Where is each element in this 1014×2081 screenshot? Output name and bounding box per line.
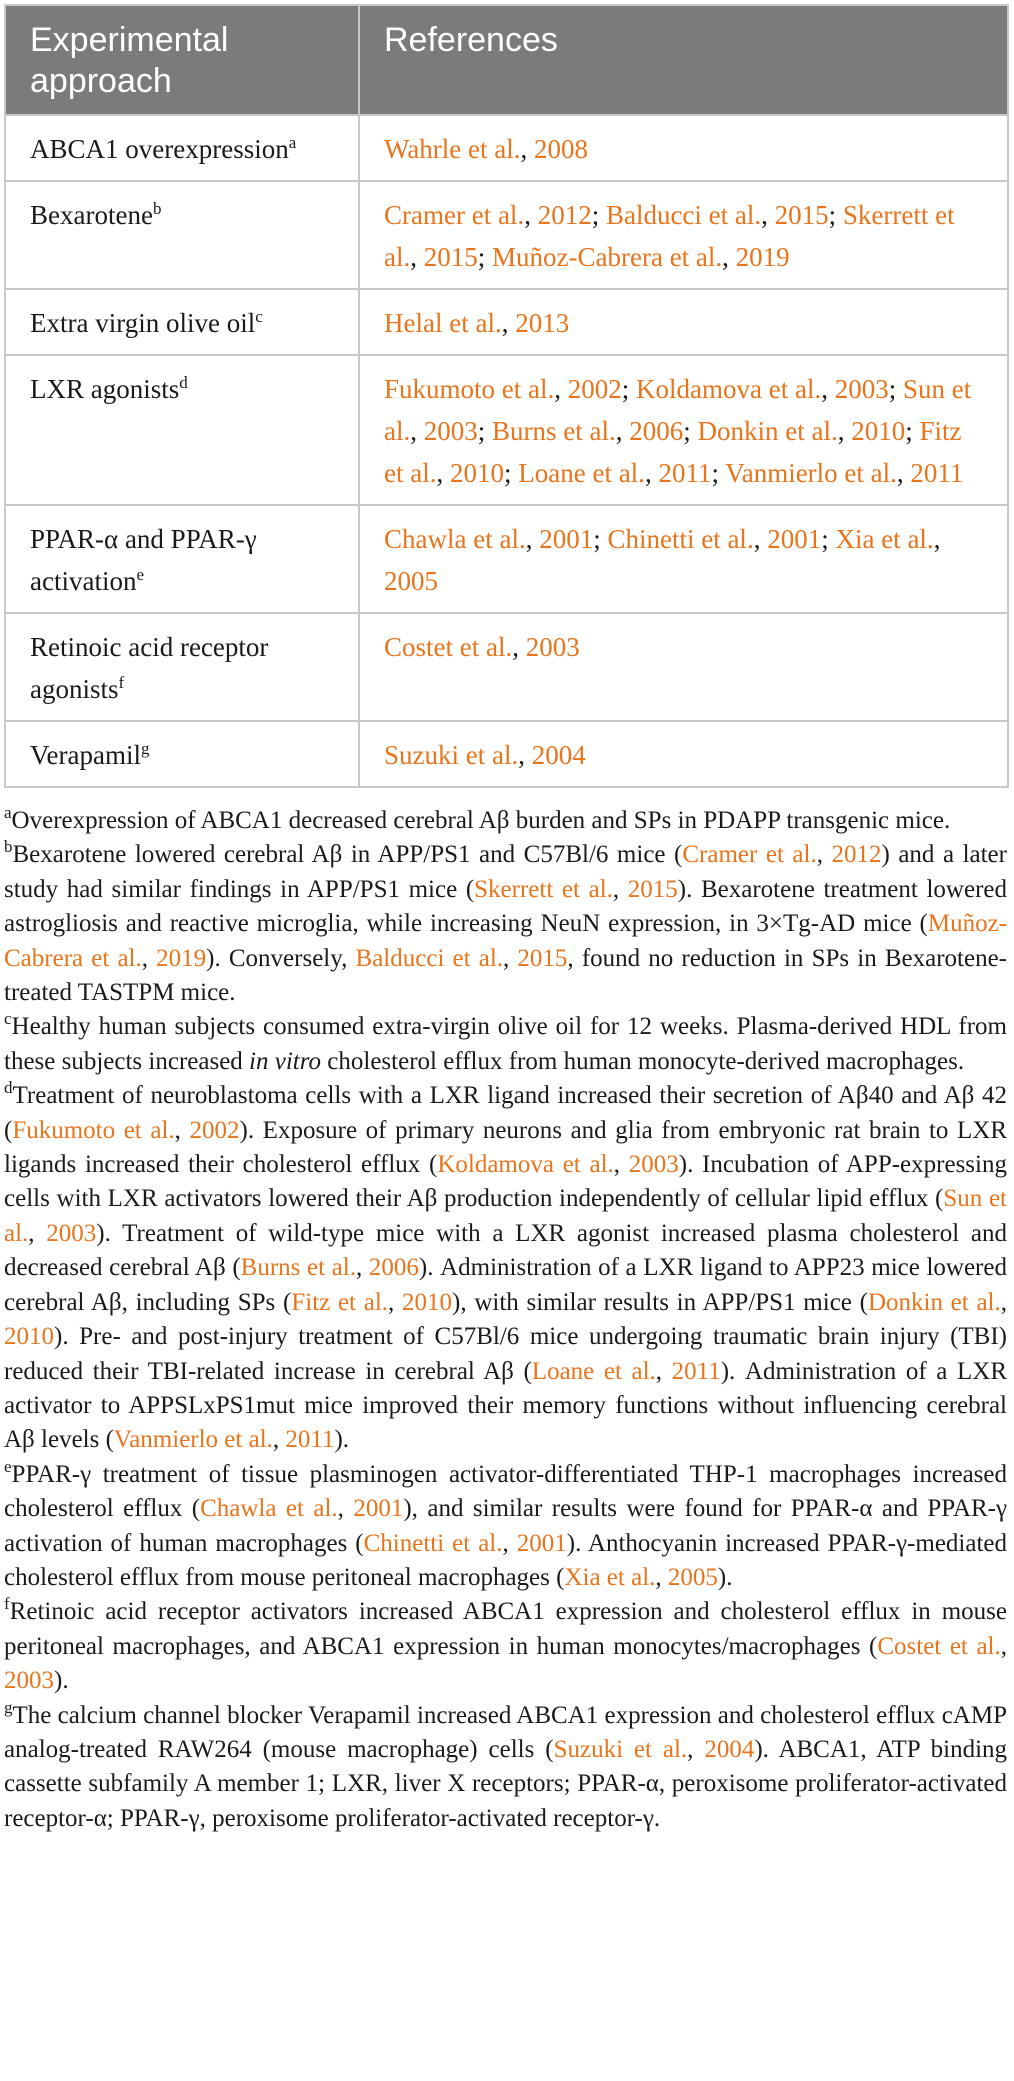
reference-year-link[interactable]: 2015	[423, 242, 478, 272]
footnote-text: ). ABCA1, ATP binding cassette subfamily A member 1; LXR, liver X receptors; PPAR-α, peroxisome proliferator-activated receptor-α; PPAR-γ, peroxisome proliferator-activated receptor-γ.	[4, 1735, 1008, 1832]
citation-link[interactable]: Chawla et al.	[200, 1495, 338, 1523]
citation-link[interactable]: 2015	[517, 944, 568, 972]
reference-author-link[interactable]: Donkin et al.	[697, 416, 838, 446]
citation-link[interactable]: 2005	[667, 1563, 718, 1591]
footnote-text: ,	[1000, 1632, 1007, 1660]
footnote-text: The calcium channel blocker Verapamil increased ABCA1 expression and cholesterol efflux cAMP analog-treated RAW264 (mouse macrophage) cells (	[4, 1701, 1007, 1763]
reference-author-link[interactable]: Cramer et al.	[384, 200, 525, 230]
reference-author-link[interactable]: Skerrett et al.	[384, 200, 955, 272]
citation-link[interactable]: Cramer et al.	[682, 841, 817, 869]
reference-author-link[interactable]: Helal et al.	[384, 308, 502, 338]
reference-year-link[interactable]: 2001	[539, 524, 594, 554]
footnote-marker: g	[4, 1697, 13, 1717]
citation-link[interactable]: 2015	[627, 875, 678, 903]
footnote-marker: b	[4, 837, 13, 857]
citation-link[interactable]: 2011	[671, 1357, 721, 1385]
approach-label: Retinoic acid receptor agonists	[30, 632, 269, 704]
citation-link[interactable]: Costet et al.	[877, 1632, 1001, 1660]
citation-link[interactable]: Muñoz-Cabrera et al.	[4, 910, 1007, 972]
approach-cell	[5, 181, 359, 289]
footnote-text: ,	[355, 1254, 369, 1282]
citation-link[interactable]: Koldamova et al.	[437, 1151, 614, 1179]
footnote-text: Treatment of neuroblastoma cells with a LXR ligand increased their secretion of Aβ40 and Aβ 42 (	[4, 1082, 1007, 1144]
citation-link[interactable]: 2019	[156, 944, 207, 972]
footnote-marker: e	[136, 565, 145, 584]
footnote-text: ). Incubation of APP-expressing cells with LXR activators lowered their Aβ production independently of cellular lipid efflux (	[4, 1151, 1007, 1213]
table-row	[5, 289, 1008, 355]
footnote-text: , found no reduction in SPs in Bexarotene-treated TASTPM mice.	[4, 944, 1008, 1007]
footnote-text: ,	[816, 841, 832, 869]
reference-author-link[interactable]: Loane et al.	[518, 458, 645, 488]
footnote-marker: a	[4, 803, 12, 822]
citation-link[interactable]: Suzuki et al.	[553, 1735, 688, 1763]
approach-label: ABCA1 overexpression	[30, 134, 289, 164]
approach-cell	[5, 721, 359, 787]
references-cell: Chawla et al., 2001; Chinetti et al., 2001; Xia et al., 2005	[359, 505, 1008, 613]
references-cell: Helal et al., 2013	[359, 289, 1008, 355]
table-row	[5, 721, 1008, 787]
footnote-text: Healthy human subjects consumed extra-virgin olive oil for 12 weeks. Plasma-derived HDL from these subjects increased	[4, 1013, 1007, 1075]
citation-link[interactable]: Burns et al.	[240, 1254, 356, 1282]
citation-link[interactable]: Vanmierlo et al.	[113, 1426, 273, 1454]
header-experimental-approach: Experimental approach	[5, 5, 359, 115]
citation-link[interactable]: Fitz et al.	[291, 1288, 389, 1316]
footnote-b	[4, 838, 1007, 1010]
footnote-text: ). Conversely,	[206, 944, 356, 972]
footnote-text: ,	[655, 1357, 672, 1385]
footnote-text: ) and a later study had similar findings in APP/PS1 mice (	[4, 841, 1007, 903]
table-row	[5, 115, 1008, 181]
footnote-marker: b	[152, 199, 162, 218]
footnote-marker: d	[179, 373, 188, 392]
footnote-marker: d	[4, 1078, 13, 1098]
footnote-text: ,	[502, 1529, 517, 1557]
footnote-text: ,	[28, 1219, 47, 1247]
reference-year-link[interactable]: 2010	[449, 458, 504, 488]
references-cell: Cramer et al., 2012; Balducci et al., 2015; Skerrett et al., 2015; Muñoz-Cabrera et al., 2019	[359, 181, 1008, 289]
table-footnotes	[4, 804, 1007, 1836]
table-row	[5, 613, 1008, 721]
footnote-f	[4, 1595, 1007, 1698]
approach-cell	[5, 289, 359, 355]
table-row	[5, 355, 1008, 505]
footnote-marker: f	[118, 673, 125, 692]
citation-link[interactable]: Donkin et al.	[867, 1288, 1001, 1316]
reference-year-link[interactable]: 2010	[851, 416, 906, 446]
table-header	[5, 5, 1008, 115]
reference-year-link[interactable]: 2019	[735, 242, 790, 272]
footnote-text: ). Pre- and post-injury treatment of C57Bl/6 mice undergoing traumatic brain injury (TBI) reduced their TBI-related increase in cerebral Aβ (	[4, 1323, 1007, 1385]
reference-author-link[interactable]: Fukumoto et al.	[384, 374, 555, 404]
reference-author-link[interactable]: Vanmierlo et al.	[725, 458, 897, 488]
reference-year-link[interactable]: 2002	[567, 374, 622, 404]
reference-author-link[interactable]: Burns et al.	[492, 416, 616, 446]
reference-year-link[interactable]: 2005	[384, 566, 438, 596]
footnote-marker: f	[4, 1594, 10, 1614]
reference-year-link[interactable]: 2011	[658, 458, 712, 488]
citation-link[interactable]: 2003	[4, 1667, 54, 1695]
footnote-e	[4, 1458, 1007, 1596]
footnote-text: ). Anthocyanin increased PPAR-γ-mediated cholesterol efflux from mouse peritoneal macrophages (	[4, 1529, 1008, 1591]
footnote-d	[4, 1079, 1007, 1457]
citation-link[interactable]: Skerrett et al.	[474, 875, 613, 903]
footnote-text: ,	[388, 1288, 403, 1316]
footnote-text: ), with similar results in APP/PS1 mice (	[452, 1288, 868, 1316]
citation-link[interactable]: Fukumoto et al.	[12, 1116, 175, 1144]
citation-link[interactable]: Loane et al.	[531, 1357, 656, 1385]
footnote-text: ,	[655, 1563, 668, 1591]
references-table	[4, 4, 1009, 788]
footnote-text: ,	[503, 944, 518, 972]
footnote-marker: e	[4, 1456, 12, 1476]
table-row	[5, 505, 1008, 613]
citation-link[interactable]: 2011	[285, 1426, 335, 1454]
footnote-text: ). Exposure of primary neurons and glia from embryonic rat brain to LXR ligands increased their cholesterol efflux (	[4, 1116, 1007, 1179]
citation-link[interactable]: Sun et al.	[4, 1185, 1007, 1247]
references-cell: Costet et al., 2003	[359, 613, 1008, 721]
reference-author-link[interactable]: Chinetti et al.	[607, 524, 754, 554]
reference-author-link[interactable]: Wahrle et al.	[384, 134, 521, 164]
reference-author-link[interactable]: Fitz et al.	[384, 416, 962, 488]
approach-label: Bexarotene	[30, 200, 153, 230]
footnote-text: ).	[54, 1667, 69, 1695]
reference-author-link[interactable]: Suzuki et al.	[384, 740, 519, 770]
citation-link[interactable]: 2006	[368, 1254, 419, 1282]
reference-year-link[interactable]: 2012	[537, 200, 592, 230]
references-cell: Fukumoto et al., 2002; Koldamova et al., 2003; Sun et al., 2003; Burns et al., 2006; Donkin et al., 2010; Fitz et al., 2010; Loane et al., 2011; Vanmierlo et al., 2011	[359, 355, 1008, 505]
reference-year-link[interactable]: 2015	[774, 200, 829, 230]
footnote-g	[4, 1699, 1007, 1837]
reference-year-link[interactable]: 2006	[629, 416, 684, 446]
citation-link[interactable]: 2010	[402, 1288, 453, 1316]
approach-cell	[5, 355, 359, 505]
approach-label: Extra virgin olive oil	[30, 308, 256, 338]
citation-link[interactable]: Chinetti et al.	[363, 1529, 503, 1557]
reference-year-link[interactable]: 2008	[534, 134, 589, 164]
footnote-text: ,	[141, 944, 157, 972]
reference-author-link[interactable]: Balducci et al.	[605, 200, 762, 230]
references-cell: Wahrle et al., 2008	[359, 115, 1008, 181]
reference-author-link[interactable]: Chawla et al.	[384, 524, 526, 554]
reference-year-link[interactable]: 2011	[910, 458, 964, 488]
footnote-a	[4, 804, 1007, 838]
footnote-marker: c	[255, 307, 263, 326]
citation-link[interactable]: 2003	[46, 1219, 97, 1247]
citation-link[interactable]: 2001	[353, 1495, 404, 1523]
footnote-marker: c	[4, 1009, 12, 1029]
reference-year-link[interactable]: 2003	[423, 416, 478, 446]
reference-author-link[interactable]: Koldamova et al.	[636, 374, 822, 404]
approach-label: PPAR-α and PPAR-γ activation	[30, 524, 257, 596]
citation-link[interactable]: 2010	[4, 1323, 54, 1351]
approach-cell	[5, 505, 359, 613]
footnote-text: ,	[174, 1116, 190, 1144]
footnote-text: ).	[717, 1563, 733, 1591]
footnote-text: cholesterol efflux from human monocyte-derived macrophages.	[321, 1047, 965, 1075]
footnote-c	[4, 1010, 1007, 1079]
footnote-text: ,	[272, 1426, 286, 1454]
citation-link[interactable]: 2002	[189, 1116, 240, 1144]
approach-cell	[5, 115, 359, 181]
footnote-text: ). Bexarotene treatment lowered astrogliosis and reactive microglia, while increasing NeuN expression, in 3×Tg-AD mice (	[4, 875, 1007, 938]
table-row	[5, 181, 1008, 289]
reference-year-link[interactable]: 2003	[834, 374, 889, 404]
footnote-text: ,	[1000, 1288, 1007, 1316]
header-references: References	[359, 5, 1008, 115]
reference-year-link[interactable]: 2003	[525, 632, 580, 662]
citation-link[interactable]: Balducci et al.	[355, 944, 504, 972]
reference-year-link[interactable]: 2004	[531, 740, 586, 770]
footnote-text: Retinoic acid receptor activators increased ABCA1 expression and cholesterol efflux in mouse peritoneal macrophages, and ABCA1 expression in human monocytes/macrophages (	[4, 1598, 1007, 1660]
reference-author-link[interactable]: Xia et al.	[835, 524, 934, 554]
reference-author-link[interactable]: Sun et al.	[384, 374, 972, 446]
footnote-text: ).	[334, 1426, 350, 1454]
footnote-text: ). Treatment of wild-type mice with a LXR agonist increased plasma cholesterol and decreased cerebral Aβ (	[4, 1219, 1008, 1282]
citation-link[interactable]: Xia et al.	[564, 1563, 656, 1591]
reference-year-link[interactable]: 2013	[515, 308, 570, 338]
footnote-marker: g	[140, 739, 150, 758]
citation-link[interactable]: 2001	[516, 1529, 567, 1557]
citation-link[interactable]: 2003	[628, 1151, 679, 1179]
citation-link[interactable]: 2004	[704, 1735, 755, 1763]
footnote-text: ). Administration of a LXR activator to APPSLxPS1mut mice improved their memory functions without influencing cerebral Aβ levels (	[4, 1357, 1007, 1454]
footnote-text: ,	[687, 1735, 705, 1763]
approach-label: Verapamil	[30, 740, 141, 770]
reference-author-link[interactable]: Muñoz-Cabrera et al.	[492, 242, 723, 272]
header-row	[5, 5, 1008, 115]
reference-author-link[interactable]: Costet et al.	[384, 632, 513, 662]
footnote-text: Bexarotene lowered cerebral Aβ in APP/PS1 and C57Bl/6 mice (	[12, 841, 683, 869]
footnote-text: ,	[337, 1495, 354, 1523]
footnote-text: ), and similar results were found for PPAR-α and PPAR-γ activation of human macrophages (	[4, 1495, 1008, 1557]
footnote-text: PPAR-γ treatment of tissue plasminogen activator-differentiated THP-1 macrophages increased cholesterol efflux (	[4, 1460, 1007, 1523]
footnote-marker: a	[288, 133, 297, 152]
footnote-text: ). Administration of a LXR ligand to APP23 mice lowered cerebral Aβ, including SPs (	[4, 1254, 1007, 1316]
footnote-text: ,	[613, 1151, 629, 1179]
footnote-text: ,	[612, 875, 628, 903]
footnote-text: Overexpression of ABCA1 decreased cerebral Aβ burden and SPs in PDAPP transgenic mice.	[11, 807, 951, 834]
table-body	[5, 115, 1008, 787]
reference-year-link[interactable]: 2001	[767, 524, 822, 554]
approach-cell	[5, 613, 359, 721]
italic-text: in vitro	[249, 1047, 322, 1075]
references-cell: Suzuki et al., 2004	[359, 721, 1008, 787]
approach-label: LXR agonists	[30, 374, 180, 404]
citation-link[interactable]: 2012	[831, 841, 882, 869]
